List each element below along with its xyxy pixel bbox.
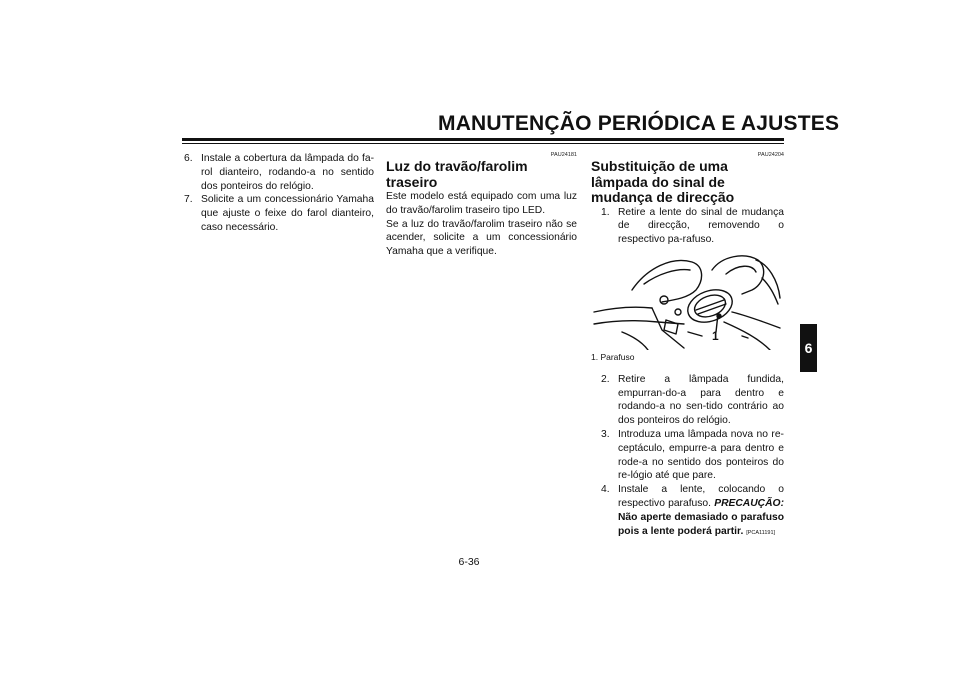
figure-caption: 1. Parafuso <box>591 351 635 362</box>
column-middle <box>386 152 577 259</box>
item-number: 6. <box>184 153 193 164</box>
paragraph: Se a luz do travão/farolim traseiro não se acender, solicite a um concessionário Yamaha que a verifique. <box>386 218 577 258</box>
caution-text: Não aperte demasiado o parafuso pois a lente poderá partir. <box>618 511 784 537</box>
column-right <box>591 152 784 540</box>
list-item <box>184 193 374 234</box>
item-number: 2. <box>601 373 610 385</box>
item-number: 3. <box>601 429 610 441</box>
item-text: Instale a lente, colocando o respectivo parafuso. <box>618 484 784 510</box>
item-number: 7. <box>184 194 193 206</box>
section-code: PAU24181 <box>550 152 577 158</box>
header-rule <box>182 138 784 141</box>
paragraph: Este modelo está equipado com uma luz do travão/farolim traseiro tipo LED. <box>386 191 577 216</box>
item-text: Solicite a um concessionário Yamaha que ajuste o feixe do farol dianteiro, caso necessário. <box>201 194 374 233</box>
section-code: PAU24204 <box>757 152 784 158</box>
item-text: Introduza uma lâmpada nova no re-ceptáculo, empurre-a para dentro e rode-a no sentido dos ponteiros do re-lógio até que pare. <box>618 429 784 482</box>
caution-label: PRECAUÇÃO: <box>714 498 784 510</box>
section-title: Substituição de uma lâmpada do sinal de mudança de direcção <box>591 158 735 205</box>
illustration-svg <box>592 250 782 350</box>
list-item <box>184 152 374 193</box>
list-item <box>601 483 784 540</box>
list-item <box>601 373 784 428</box>
page-title: MANUTENÇÃO PERIÓDICA E AJUSTES <box>438 112 840 135</box>
list-item <box>601 206 784 247</box>
item-text: Retire a lente do sinal de mudança de direcção, removendo o respectivo pa-rafuso. <box>618 206 784 246</box>
caution-code: [PCA11191] <box>746 529 776 536</box>
item-text: Retire a lâmpada fundida, empurran-do-a para dentro e rodando-a no sen-tido contrário ao dos ponteiros do relógio. <box>618 373 784 427</box>
item-number: 1. <box>601 206 610 218</box>
list-item <box>601 428 784 483</box>
chapter-tab: 6 <box>800 324 817 372</box>
item-text: Instale a cobertura da lâmpada do fa-rol dianteiro, rodando-a no sentido dos ponteiros do relógio. <box>201 153 374 192</box>
header-rule-thin <box>182 143 784 144</box>
column-left <box>184 152 374 235</box>
item-text-group <box>618 483 784 540</box>
turn-signal-illustration <box>592 250 782 350</box>
page-number: 6-36 <box>458 556 480 568</box>
item-number: 4. <box>601 484 610 496</box>
section-title: Luz do travão/farolim traseiro <box>386 158 528 190</box>
figure-callout-label: 1 <box>712 328 719 343</box>
